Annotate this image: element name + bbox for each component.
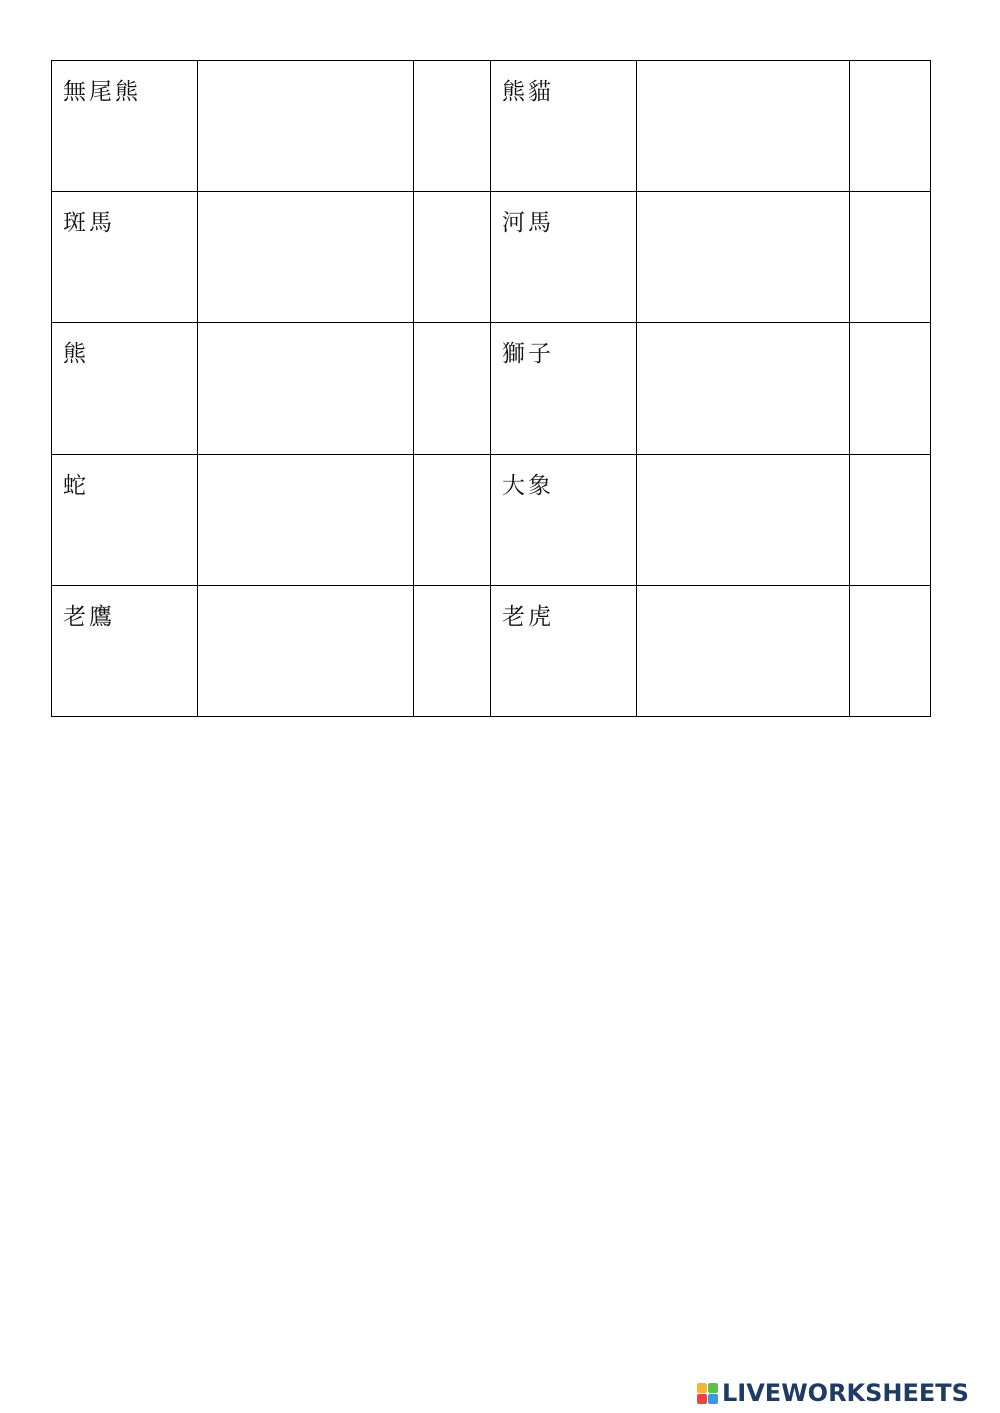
animal-name: 無尾熊 <box>63 79 141 105</box>
logo-block <box>697 1383 707 1393</box>
table-row <box>52 192 931 323</box>
answer-drop-zone[interactable] <box>637 585 850 716</box>
table-row <box>52 454 931 585</box>
answer-drop-zone[interactable] <box>198 61 414 192</box>
animal-name-cell <box>52 454 198 585</box>
animal-name-cell <box>491 454 637 585</box>
answer-drop-zone[interactable] <box>637 192 850 323</box>
animal-name: 熊 <box>63 341 89 368</box>
answer-drop-zone[interactable] <box>198 192 414 323</box>
answer-check-cell[interactable] <box>414 192 491 323</box>
animal-name-cell <box>52 323 198 454</box>
answer-drop-zone[interactable] <box>198 585 414 716</box>
answer-drop-zone[interactable] <box>198 323 414 454</box>
answer-check-cell[interactable] <box>850 454 931 585</box>
animal-name-cell <box>491 61 637 192</box>
animal-name: 河馬 <box>502 210 554 237</box>
answer-drop-zone[interactable] <box>637 323 850 454</box>
animal-name: 老鷹 <box>63 603 115 630</box>
answer-check-cell[interactable] <box>850 61 931 192</box>
animal-name-cell <box>52 192 198 323</box>
answer-drop-zone[interactable] <box>198 454 414 585</box>
table-row <box>52 585 931 716</box>
logo-block <box>708 1394 718 1404</box>
logo-text: LIVEWORKSHEETS <box>722 1379 969 1407</box>
animal-name-cell <box>52 585 198 716</box>
logo-blocks-icon <box>697 1383 718 1404</box>
animal-name: 蛇 <box>63 472 89 499</box>
answer-check-cell[interactable] <box>850 192 931 323</box>
liveworksheets-logo <box>697 1378 969 1408</box>
animal-matching-table <box>51 60 931 717</box>
animal-name: 熊貓 <box>502 79 554 105</box>
answer-check-cell[interactable] <box>850 585 931 716</box>
animal-name-cell <box>52 61 198 192</box>
table-row <box>52 323 931 454</box>
table-row <box>52 61 931 192</box>
logo-block <box>697 1394 707 1404</box>
answer-check-cell[interactable] <box>850 323 931 454</box>
animal-name: 大象 <box>502 472 554 499</box>
animal-name: 斑馬 <box>63 210 115 237</box>
answer-drop-zone[interactable] <box>637 61 850 192</box>
animal-name: 獅子 <box>502 341 554 368</box>
answer-check-cell[interactable] <box>414 585 491 716</box>
answer-check-cell[interactable] <box>414 61 491 192</box>
animal-name-cell <box>491 192 637 323</box>
answer-check-cell[interactable] <box>414 454 491 585</box>
animal-name-cell <box>491 323 637 454</box>
answer-drop-zone[interactable] <box>637 454 850 585</box>
answer-check-cell[interactable] <box>414 323 491 454</box>
animal-name-cell <box>491 585 637 716</box>
animal-name: 老虎 <box>502 603 554 630</box>
logo-block <box>708 1383 718 1393</box>
